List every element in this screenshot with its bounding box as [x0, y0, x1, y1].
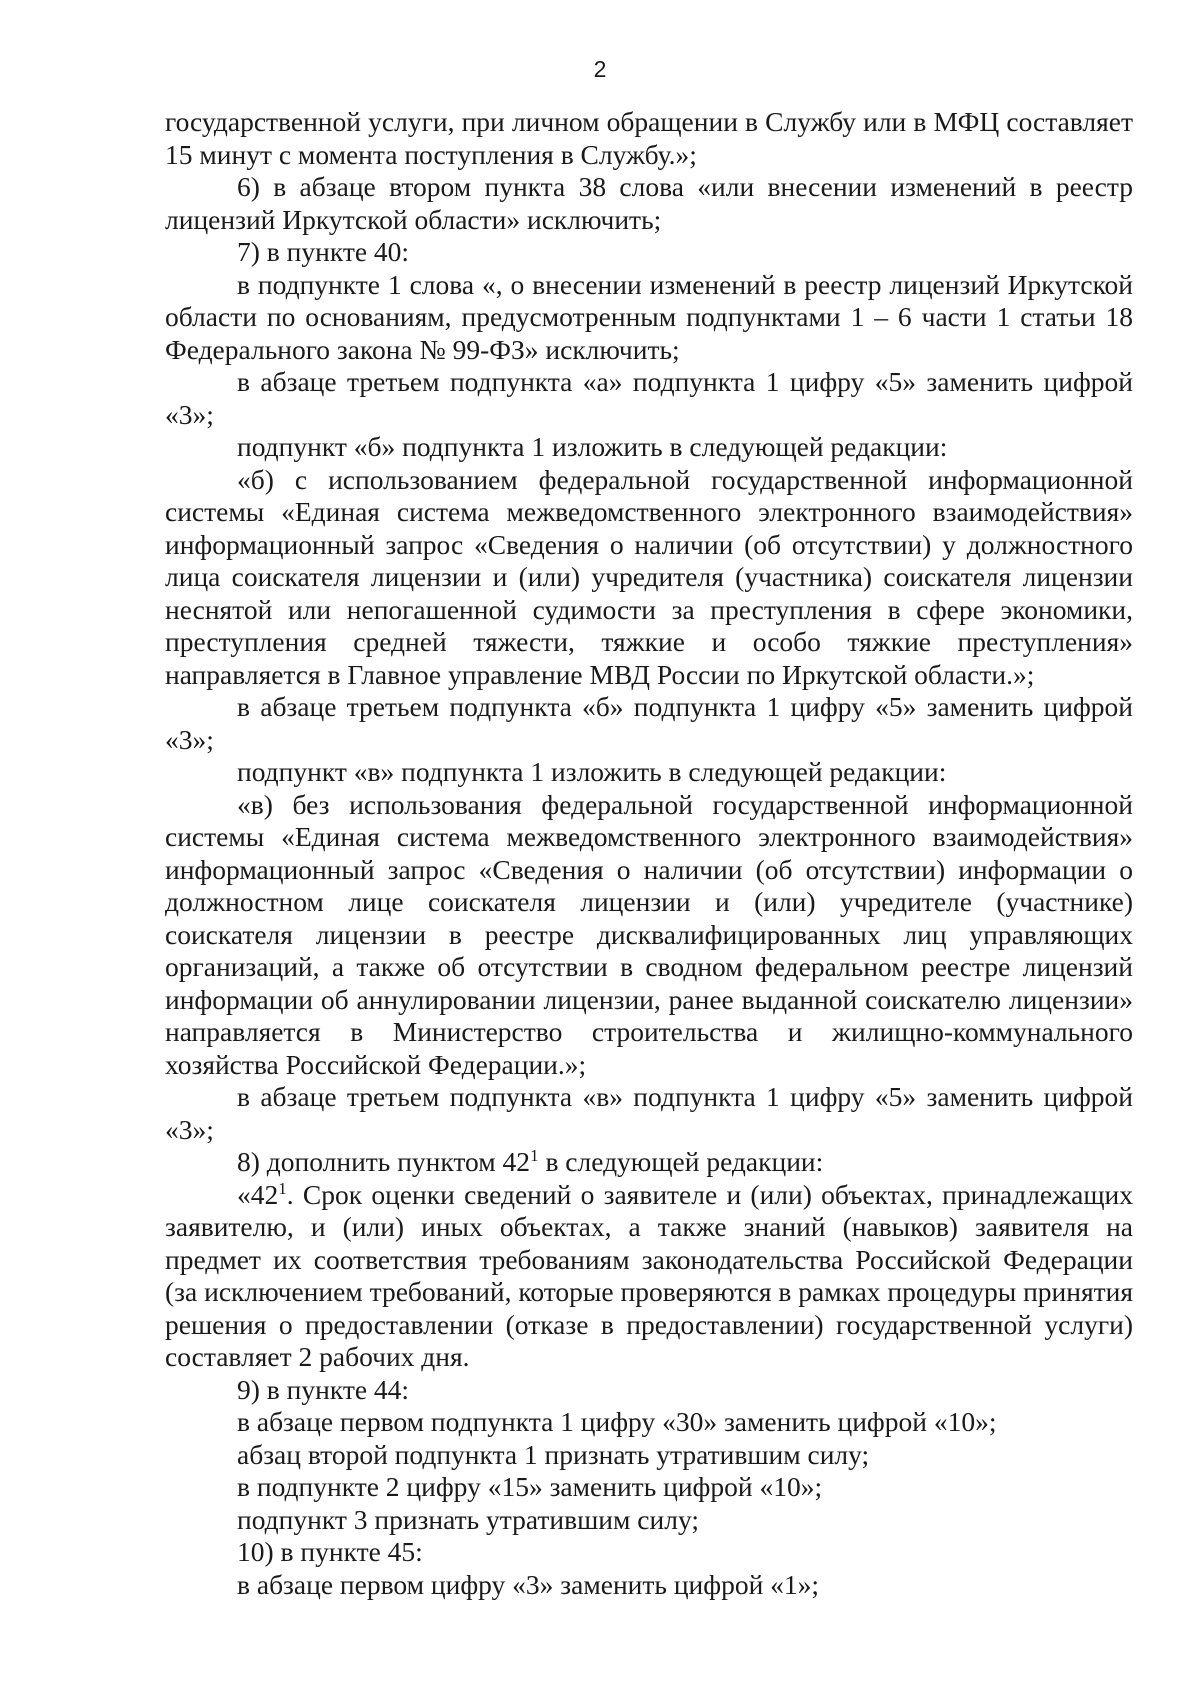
paragraph: абзац второй подпункта 1 признать утратившим силу;: [237, 1438, 870, 1470]
paragraph: в абзаце третьем подпункта «б» подпункта 1 цифру «5» заменить цифрой «3»;: [165, 691, 1133, 755]
paragraph: в абзаце третьем подпункта «в» подпункта 1 цифру «5» заменить цифрой «3»;: [165, 1081, 1133, 1145]
paragraph: «б) с использованием федеральной государственной информационной системы «Единая система межведомственного электронного взаимодействия» информационный запрос «Сведения о наличии (об отсутствии) у должностного лица соискателя лицензии и (или) учредителя (участника) соискателя лицензии неснятой или непогашенной судимости за преступления в сфере экономики, преступления средней тяжести, тяжкие и особо тяжкие преступления» направляется в Главное управление МВД России по Иркутской области.»;: [165, 463, 1133, 690]
paragraph: подпункт «б» подпункта 1 изложить в следующей редакции:: [237, 431, 948, 462]
paragraph: [165, 1179, 1133, 1374]
page-number: 2: [593, 56, 607, 82]
paragraph-text: . Срок оценки сведений о заявителе и (или) объектах, принадлежащих заявителю, и (или) иных объектах, а также знаний (навыков) заявителя на предмет их соответствия требованиям законодательства Российской Федерации (за исключением требований, которые проверяются в рамках процедуры принятия решения о предоставлении (отказе в предоставлении) государственной услуги) составляет 2 рабочих дня.: [165, 1178, 1133, 1372]
paragraph: 7) в пункте 40:: [237, 236, 410, 267]
paragraph-text: в следующей редакции:: [538, 1146, 824, 1177]
paragraph: подпункт «в» подпункта 1 изложить в следующей редакции:: [237, 756, 947, 787]
superscript: 1: [278, 1178, 287, 1198]
paragraph-text: «42: [237, 1178, 279, 1210]
paragraph: в подпункте 1 слова «, о внесении изменений в реестр лицензий Иркутской области по основаниям, предусмотренным подпунктами 1 – 6 части 1 статьи 18 Федерального закона № 99-ФЗ» исключить;: [165, 268, 1133, 365]
paragraph: подпункт 3 признать утратившим силу;: [237, 1503, 699, 1535]
paragraph: 10) в пункте 45:: [237, 1536, 423, 1567]
paragraph: в абзаце первом цифру «3» заменить цифрой «1»;: [237, 1568, 820, 1600]
paragraph: «в) без использования федеральной государственной информационной системы «Единая система межведомственного электронного взаимодействия» информационный запрос «Сведения о наличии (об отсутствии) информации о должностном лице соискателя лицензии и (или) учредителе (участнике) соискателя лицензии в реестре дисквалифицированных лиц управляющих организаций, а также об отсутствии в сводном федеральном реестре лицензий информации об аннулировании лицензии, ранее выданной соискателю лицензии» направляется в Министерство строительства и жилищно-коммунального хозяйства Российской Федерации.»;: [165, 788, 1133, 1080]
paragraph-text: 8) дополнить пунктом 42: [237, 1146, 531, 1177]
document-body: [165, 106, 1133, 1601]
paragraph: 6) в абзаце втором пункта 38 слова «или внесении изменений в реестр лицензий Иркутской области» исключить;: [165, 171, 1133, 235]
paragraph: [165, 1146, 1133, 1179]
paragraph: в подпункте 2 цифру «15» заменить цифрой «10»;: [237, 1471, 823, 1502]
paragraph: 9) в пункте 44:: [237, 1373, 410, 1405]
paragraph: государственной услуги, при личном обращении в Службу или в МФЦ составляет 15 минут с момента поступления в Службу.»;: [165, 106, 1133, 170]
superscript: 1: [530, 1146, 539, 1165]
paragraph: в абзаце третьем подпункта «а» подпункта 1 цифру «5» заменить цифрой «3»;: [165, 366, 1133, 430]
paragraph: в абзаце первом подпункта 1 цифру «30» заменить цифрой «10»;: [237, 1406, 997, 1437]
